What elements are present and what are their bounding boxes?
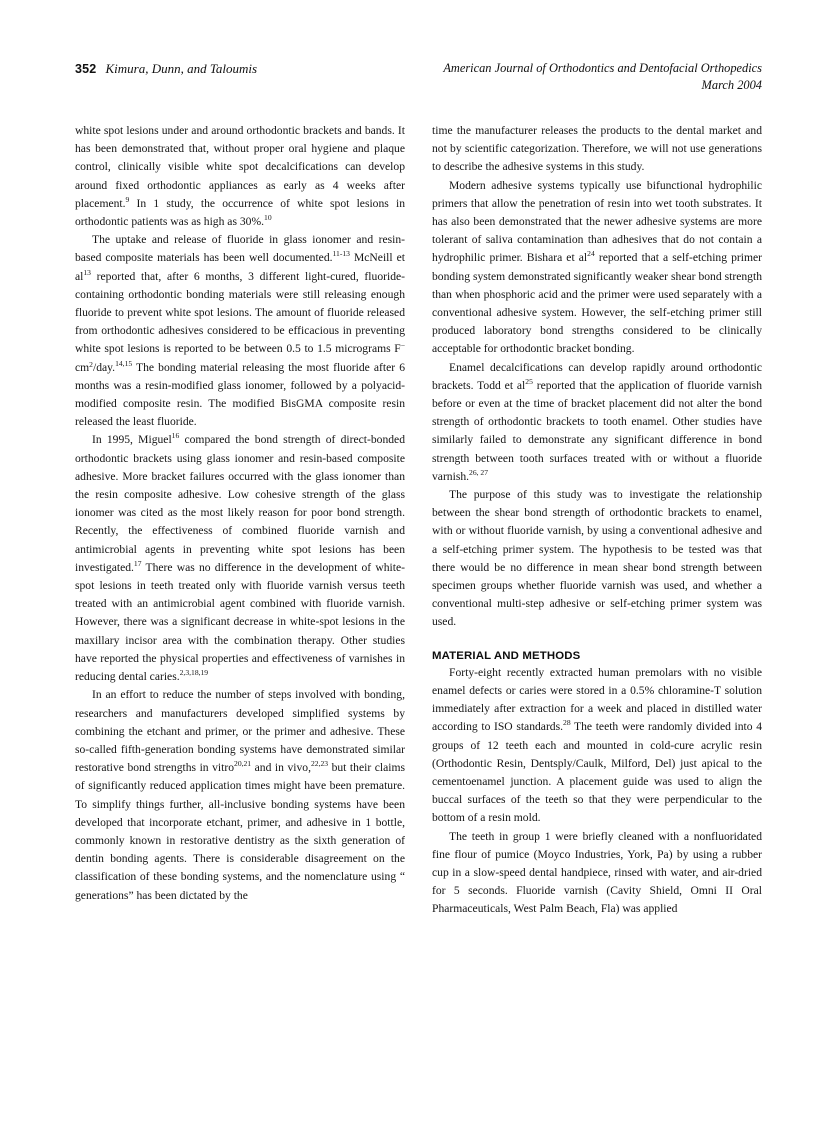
reference-superscript: 17 — [133, 558, 142, 568]
running-head-authors: Kimura, Dunn, and Taloumis — [105, 61, 258, 76]
square-superscript: 2 — [89, 359, 93, 369]
paragraph-text: reported that, after 6 months, 3 different light-cured, fluoride-containing orthodontic bonding materials were still releasing enough fluoride to prevent white spot lesions. The amount of fluoride released from orthodontic adhesives considered to be efficacious in preventing white spot lesions is reported to be between 0.5 to 1.5 micrograms F — [75, 269, 405, 356]
paragraph — [432, 359, 762, 486]
reference-superscript: 10 — [264, 213, 272, 223]
issue-date: March 2004 — [701, 77, 762, 92]
paragraph-text: Enamel decalcifications can develop rapidly around orthodontic brackets. Todd et al — [432, 360, 762, 392]
reference-superscript: 11-13 — [332, 249, 350, 259]
paragraph — [432, 828, 762, 919]
paragraph-text: The purpose of this study was to investigate the relationship between the shear bond strength of orthodontic brackets to enamel, with or without fluoride varnish, by using a conventional adhesive and a self-etching primer system. The hypothesis to be tested was that there would be no difference in mean shear bond strength between specimen groups whether fluoride varnish was used, and whether a conventional multi-step adhesive or self-etching primer system was used. — [432, 488, 762, 629]
paragraph-text: time the manufacturer releases the products to the dental market and not by scientific categorization. Therefore, we will not use generations to describe the adhesive systems in this study. — [432, 124, 762, 174]
reference-superscript: 20,21 — [234, 759, 252, 769]
paragraph-text: compared the bond strength of direct-bonded orthodontic brackets using glass ionomer and resin-based composite adhesive. More bracket failures occurred with the glass ionomer than the resin composite adhesive. Low cohesive strength of the glass ionomer was cited as the most likely reason for poor bond strength. Recently, the effectiveness of combined fluoride varnish and antimicrobial agents in preventing white spot lesions has been investigated. — [75, 433, 406, 574]
running-head-left — [75, 60, 257, 78]
reference-superscript: 16 — [171, 431, 180, 441]
page-number: 352 — [75, 62, 97, 76]
journal-title: American Journal of Orthodontics and Dentofacial Orthopedics — [443, 61, 762, 75]
paragraph — [432, 122, 762, 177]
paragraph-text: but their claims of significantly reduced application times might have been premature. To simplify things further, all-inclusive bonding systems have been developed that incorporate etchant, primer, and adhesive in 1 bottle, commonly known in restorative dentistry as the sixth generation of dentin bonding agents. There is considerable disagreement on the classification of these bonding systems, and the nomenclature using “ generations” has been dictated by the — [75, 761, 405, 902]
paragraph — [432, 486, 762, 632]
paragraph-text: Modern adhesive systems typically use bifunctional hydrophilic primers that allow the penetration of resin into wet tooth substrates. It has also been demonstrated that the newer adhesive systems are more tolerant of saliva contamination than adhesives that do not contain a hydrophilic primer. Bishara et al — [432, 178, 762, 265]
paragraph-text: The teeth were randomly divided into 4 groups of 12 teeth each and mounted in cold-cure acrylic resin (Orthodontic Resin, Dentsply/Caulk, Milford, Del) just apical to the cementoenamel junction. A placement guide was used to align the buccal surfaces of the teeth so that they were perpendicular to the bottom of a resin mold. — [432, 720, 762, 825]
body-columns — [75, 122, 763, 919]
left-column — [75, 122, 405, 919]
paragraph-text: The bonding material releasing the most fluoride after 6 months was a resin-modified glass ionomer, followed by a polyacid-modified composite resin. The modified BisGMA composite resin released the least fluoride. — [75, 360, 405, 429]
paragraph-text: The uptake and release of fluoride in glass ionomer and resin-based composite materials has been well documented. — [75, 233, 405, 265]
reference-superscript: 22,23 — [310, 759, 329, 769]
paragraph-text: There was no difference in the development of white-spot lesions in teeth treated only with fluoride varnish versus teeth treated with an antimicrobial agent combined with fluoride varnish. However, there was a significant decrease in white-spot lesions in the maxillary incisor area with the combination therapy. Other studies have reported the physical properties and effectiveness of varnishes in reducing dental caries. — [75, 560, 405, 684]
right-column — [432, 122, 762, 919]
reference-superscript: 26, 27 — [469, 467, 489, 477]
paragraph-text: white spot lesions under and around orthodontic brackets and bands. It has been demonstrated that, without proper oral hygiene and plaque control, clinically visible white spot decalcifications can develop around fixed orthodontic appliances as early as 4 weeks after placement. — [75, 124, 405, 210]
reference-superscript: 25 — [525, 376, 533, 386]
reference-superscript: 13 — [83, 267, 91, 277]
paragraph — [432, 664, 762, 828]
reference-superscript: 2,3,18,19 — [179, 668, 209, 678]
paragraph-text: and in vivo, — [251, 761, 311, 775]
reference-superscript: 14,15 — [115, 358, 133, 368]
reference-superscript: 28 — [563, 718, 571, 728]
paragraph-text: reported that the application of fluoride varnish before or even at the time of bracket placement did not alter the bond strength of orthodontic brackets to tooth enamel. Other studies have similarly failed to demonstrate any significant difference in bond strength between tooth surfaces treated with or without a fluoride varnish. — [432, 378, 762, 483]
reference-superscript: 9 — [125, 194, 130, 204]
paragraph — [75, 122, 405, 231]
paragraph-text: In 1 study, the occurrence of white spot lesions in orthodontic patients was as high as 30%. — [75, 196, 405, 229]
paragraph-text: In 1995, Miguel — [92, 433, 172, 447]
paragraph — [432, 177, 762, 359]
section-heading: MATERIAL AND METHODS — [432, 649, 581, 662]
paragraph-text: McNeill et al — [75, 251, 405, 283]
paragraph — [75, 431, 405, 686]
running-head — [75, 60, 762, 106]
paragraph — [75, 231, 405, 431]
paragraph-text: reported that a self-etching primer bonding system demonstrated significantly weaker shear bond strength than when phosphoric acid and the primer were used separately with a conventional adhesive system. However, the self-etching primer still produced laboratory bond strengths considered to be clinically acceptable for orthodontic bracket bonding. — [432, 251, 763, 356]
fluoride-ion-superscript: − — [400, 341, 405, 351]
paragraph-text: Forty-eight recently extracted human premolars with no visible enamel defects or caries were stored in a 0.5% chloramine-T solution immediately after extraction for a week and placed in distilled water according to ISO standards. — [432, 665, 762, 734]
paragraph-text: The teeth in group 1 were briefly cleaned with a nonfluoridated fine flour of pumice (Moyco Industries, York, Pa) by using a rubber cup in a slow-speed dental handpiece, rinsed with water, and air-dried for 5 seconds. Fluoride varnish (Cavity Shield, Omni II Oral Pharmaceuticals, West Palm Beach, Fla) was applied — [432, 829, 762, 916]
reference-superscript: 24 — [587, 249, 595, 259]
paragraph-text: cm — [75, 360, 90, 374]
paragraph-text: In an effort to reduce the number of steps involved with bonding, researchers and manufacturers developed simplified systems by combining the etchant and primer, or the primer and adhesive. These so-called fifth-generation bonding systems have demonstrated similar restorative bond strengths in vitro — [75, 688, 405, 775]
paragraph-text: /day. — [92, 360, 116, 374]
paragraph — [75, 686, 405, 904]
running-head-right — [443, 60, 762, 93]
